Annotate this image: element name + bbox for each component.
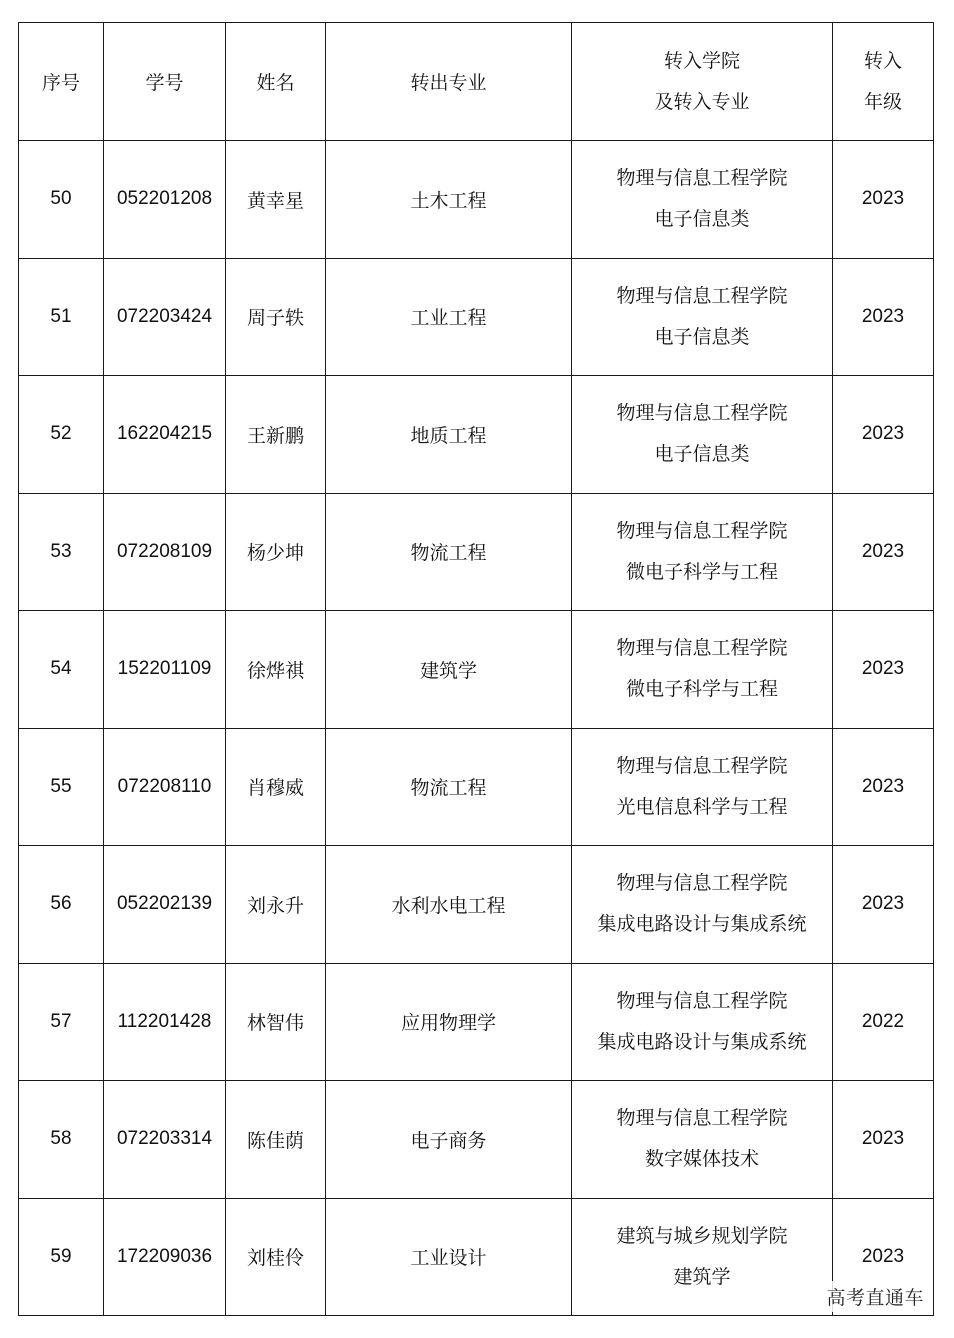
cell-to-major: 微电子科学与工程 bbox=[625, 560, 778, 583]
header-to-college-line2: 及转入专业 bbox=[654, 90, 750, 113]
cell-grade: 2023 bbox=[833, 141, 934, 259]
cell-name: 黄幸星 bbox=[226, 141, 326, 259]
cell-to-college-major bbox=[572, 963, 833, 1081]
cell-grade: 2023 bbox=[833, 611, 934, 729]
cell-name: 陈佳荫 bbox=[226, 1081, 326, 1199]
cell-seq: 59 bbox=[19, 1198, 104, 1316]
cell-to-college: 物理与信息工程学院 bbox=[616, 519, 788, 542]
header-grade bbox=[833, 23, 934, 141]
cell-to-major: 集成电路设计与集成系统 bbox=[597, 913, 807, 936]
cell-to-major: 电子信息类 bbox=[654, 208, 750, 231]
cell-student-id: 172209036 bbox=[104, 1198, 226, 1316]
cell-from-major: 土木工程 bbox=[326, 141, 572, 259]
table-row bbox=[19, 963, 934, 1081]
cell-seq: 51 bbox=[19, 258, 104, 376]
cell-student-id: 162204215 bbox=[104, 376, 226, 494]
cell-to-major: 微电子科学与工程 bbox=[625, 678, 778, 701]
cell-seq: 50 bbox=[19, 141, 104, 259]
cell-to-college: 物理与信息工程学院 bbox=[616, 989, 788, 1012]
table-row bbox=[19, 846, 934, 964]
cell-student-id: 072203314 bbox=[104, 1081, 226, 1199]
header-grade-line2: 年级 bbox=[863, 90, 902, 113]
transfer-table bbox=[18, 22, 934, 1316]
cell-to-college-major bbox=[572, 258, 833, 376]
cell-to-major: 数字媒体技术 bbox=[644, 1148, 759, 1171]
cell-student-id: 112201428 bbox=[104, 963, 226, 1081]
cell-to-college-major bbox=[572, 611, 833, 729]
cell-to-college: 物理与信息工程学院 bbox=[616, 402, 788, 425]
table-row bbox=[19, 611, 934, 729]
cell-seq: 55 bbox=[19, 728, 104, 846]
cell-from-major: 物流工程 bbox=[326, 728, 572, 846]
cell-from-major: 工业工程 bbox=[326, 258, 572, 376]
table-body bbox=[19, 141, 934, 1316]
cell-grade: 2023 bbox=[833, 493, 934, 611]
cell-to-college: 物理与信息工程学院 bbox=[616, 872, 788, 895]
header-to-college bbox=[572, 23, 833, 141]
cell-student-id: 072208110 bbox=[104, 728, 226, 846]
cell-to-major: 建筑学 bbox=[673, 1265, 731, 1288]
cell-to-college-major bbox=[572, 141, 833, 259]
cell-to-college: 物理与信息工程学院 bbox=[616, 1107, 788, 1130]
header-seq: 序号 bbox=[19, 23, 104, 141]
table-row bbox=[19, 376, 934, 494]
cell-from-major: 应用物理学 bbox=[326, 963, 572, 1081]
cell-seq: 54 bbox=[19, 611, 104, 729]
cell-grade: 2023 bbox=[833, 728, 934, 846]
cell-grade: 2023 bbox=[833, 1198, 934, 1316]
cell-name: 王新鹏 bbox=[226, 376, 326, 494]
cell-to-college: 物理与信息工程学院 bbox=[616, 284, 788, 307]
cell-seq: 57 bbox=[19, 963, 104, 1081]
cell-to-college: 建筑与城乡规划学院 bbox=[616, 1224, 788, 1247]
cell-to-college-major bbox=[572, 1198, 833, 1316]
header-from-major: 转出专业 bbox=[326, 23, 572, 141]
header-student-id: 学号 bbox=[104, 23, 226, 141]
cell-seq: 53 bbox=[19, 493, 104, 611]
header-row bbox=[19, 23, 934, 141]
cell-to-college-major bbox=[572, 493, 833, 611]
cell-to-college-major bbox=[572, 376, 833, 494]
cell-from-major: 水利水电工程 bbox=[326, 846, 572, 964]
cell-seq: 56 bbox=[19, 846, 104, 964]
table-row bbox=[19, 141, 934, 259]
cell-seq: 52 bbox=[19, 376, 104, 494]
cell-student-id: 152201109 bbox=[104, 611, 226, 729]
cell-to-major: 电子信息类 bbox=[654, 443, 750, 466]
cell-grade: 2023 bbox=[833, 376, 934, 494]
cell-student-id: 072208109 bbox=[104, 493, 226, 611]
cell-name: 杨少坤 bbox=[226, 493, 326, 611]
cell-name: 刘桂伶 bbox=[226, 1198, 326, 1316]
cell-from-major: 物流工程 bbox=[326, 493, 572, 611]
header-to-college-line1: 转入学院 bbox=[663, 49, 740, 72]
header-name: 姓名 bbox=[226, 23, 326, 141]
table-row bbox=[19, 1198, 934, 1316]
cell-to-college: 物理与信息工程学院 bbox=[616, 637, 788, 660]
cell-student-id: 052202139 bbox=[104, 846, 226, 964]
cell-seq: 58 bbox=[19, 1081, 104, 1199]
cell-from-major: 地质工程 bbox=[326, 376, 572, 494]
watermark: 高考直通车 bbox=[822, 1281, 928, 1312]
cell-from-major: 工业设计 bbox=[326, 1198, 572, 1316]
cell-student-id: 072203424 bbox=[104, 258, 226, 376]
cell-to-college: 物理与信息工程学院 bbox=[616, 167, 788, 190]
table-row bbox=[19, 1081, 934, 1199]
cell-from-major: 建筑学 bbox=[326, 611, 572, 729]
cell-to-college: 物理与信息工程学院 bbox=[616, 754, 788, 777]
cell-to-college-major bbox=[572, 846, 833, 964]
cell-name: 肖穆威 bbox=[226, 728, 326, 846]
header-grade-line1: 转入 bbox=[863, 49, 902, 72]
cell-name: 刘永升 bbox=[226, 846, 326, 964]
cell-grade: 2023 bbox=[833, 258, 934, 376]
cell-to-major: 集成电路设计与集成系统 bbox=[597, 1030, 807, 1053]
cell-grade: 2023 bbox=[833, 1081, 934, 1199]
cell-name: 徐烨祺 bbox=[226, 611, 326, 729]
table-row bbox=[19, 258, 934, 376]
cell-from-major: 电子商务 bbox=[326, 1081, 572, 1199]
table-row bbox=[19, 493, 934, 611]
cell-name: 周子轶 bbox=[226, 258, 326, 376]
table-row bbox=[19, 728, 934, 846]
cell-name: 林智伟 bbox=[226, 963, 326, 1081]
cell-to-college-major bbox=[572, 728, 833, 846]
cell-grade: 2022 bbox=[833, 963, 934, 1081]
cell-student-id: 052201208 bbox=[104, 141, 226, 259]
cell-grade: 2023 bbox=[833, 846, 934, 964]
cell-to-college-major bbox=[572, 1081, 833, 1199]
cell-to-major: 光电信息科学与工程 bbox=[616, 795, 788, 818]
cell-to-major: 电子信息类 bbox=[654, 325, 750, 348]
